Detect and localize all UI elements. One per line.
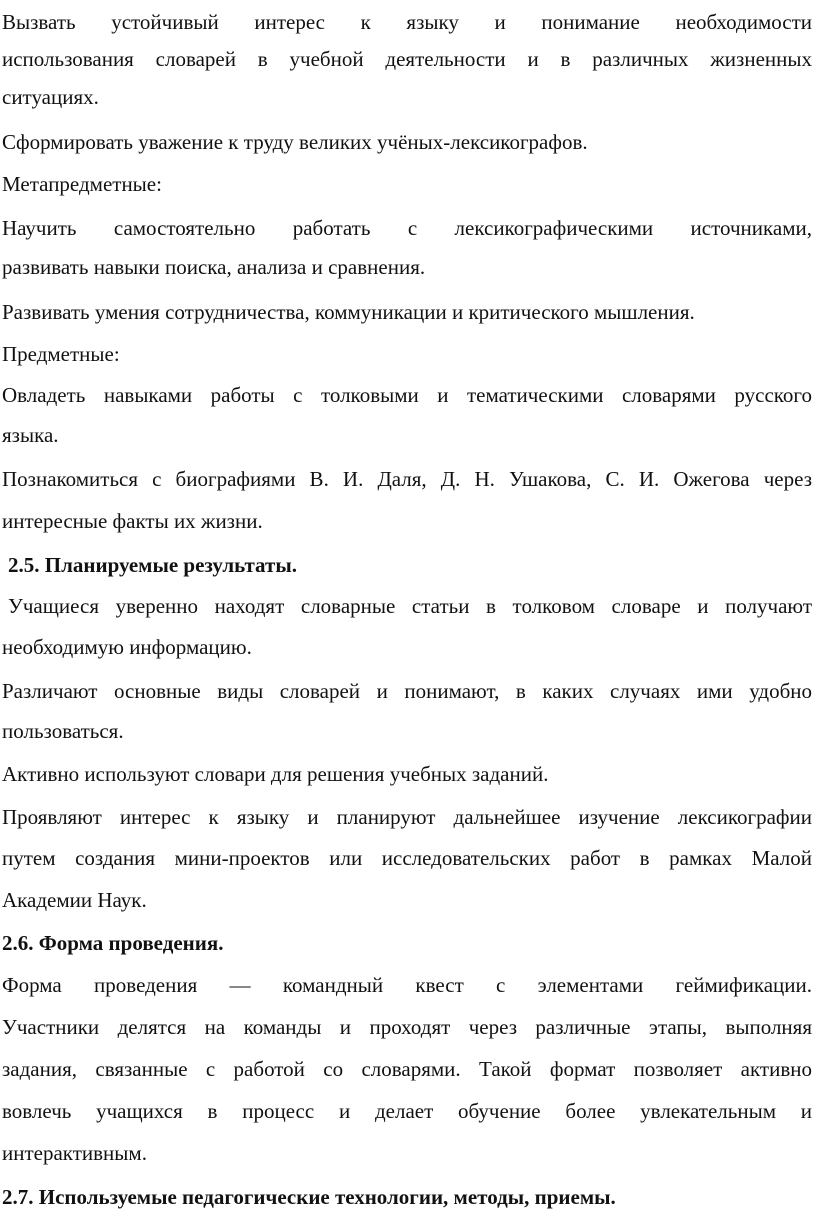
section-label: Предметные:	[2, 342, 120, 366]
text-line: Научить самостоятельно работать с лексикографическими источниками,	[2, 216, 812, 240]
text-line: задания, связанные с работой со словарями. Такой формат позволяет активно	[2, 1057, 812, 1081]
text-line: развивать навыки поиска, анализа и сравнения.	[2, 255, 426, 279]
section-label: Метапредметные:	[2, 172, 162, 196]
text-line: Учащиеся уверенно находят словарные статьи в толковом словаре и получают	[8, 594, 812, 618]
text-line: путем создания мини-проектов или исследовательских работ в рамках Малой	[2, 846, 812, 870]
text-line: Сформировать уважение к труду великих учёных-лексикографов.	[2, 130, 588, 154]
text-line: Овладеть навыками работы с толковыми и тематическими словарями русского	[2, 383, 812, 407]
text-line: использования словарей в учебной деятельности и в различных жизненных	[2, 47, 812, 71]
text-line: Вызвать устойчивый интерес к языку и понимание необходимости	[2, 10, 812, 34]
text-line: Различают основные виды словарей и понимают, в каких случаях ими удобно	[2, 679, 812, 703]
text-line: Развивать умения сотрудничества, коммуникации и критического мышления.	[2, 300, 695, 324]
text-line: Академии Наук.	[2, 888, 147, 912]
section-heading: 2.7. Используемые педагогические технологии, методы, приемы.	[2, 1185, 616, 1209]
text-line: интересные факты их жизни.	[2, 509, 263, 533]
text-line: Проявляют интерес к языку и планируют дальнейшее изучение лексикографии	[2, 805, 812, 829]
text-line: необходимую информацию.	[2, 635, 252, 659]
section-heading: 2.5. Планируемые результаты.	[8, 553, 297, 577]
text-line: вовлечь учащихся в процесс и делает обучение более увлекательным и	[2, 1099, 812, 1123]
text-line: Активно используют словари для решения учебных заданий.	[2, 762, 549, 786]
text-line: интерактивным.	[2, 1141, 147, 1165]
text-line: Познакомиться с биографиями В. И. Даля, Д. Н. Ушакова, С. И. Ожегова через	[2, 467, 812, 491]
text-line: Форма проведения — командный квест с элементами геймификации.	[2, 973, 812, 997]
text-line: Участники делятся на команды и проходят через различные этапы, выполняя	[2, 1015, 812, 1039]
text-line: языка.	[2, 423, 59, 447]
section-heading: 2.6. Форма проведения.	[2, 931, 224, 955]
text-line: пользоваться.	[2, 719, 124, 743]
text-line: ситуациях.	[2, 85, 99, 109]
